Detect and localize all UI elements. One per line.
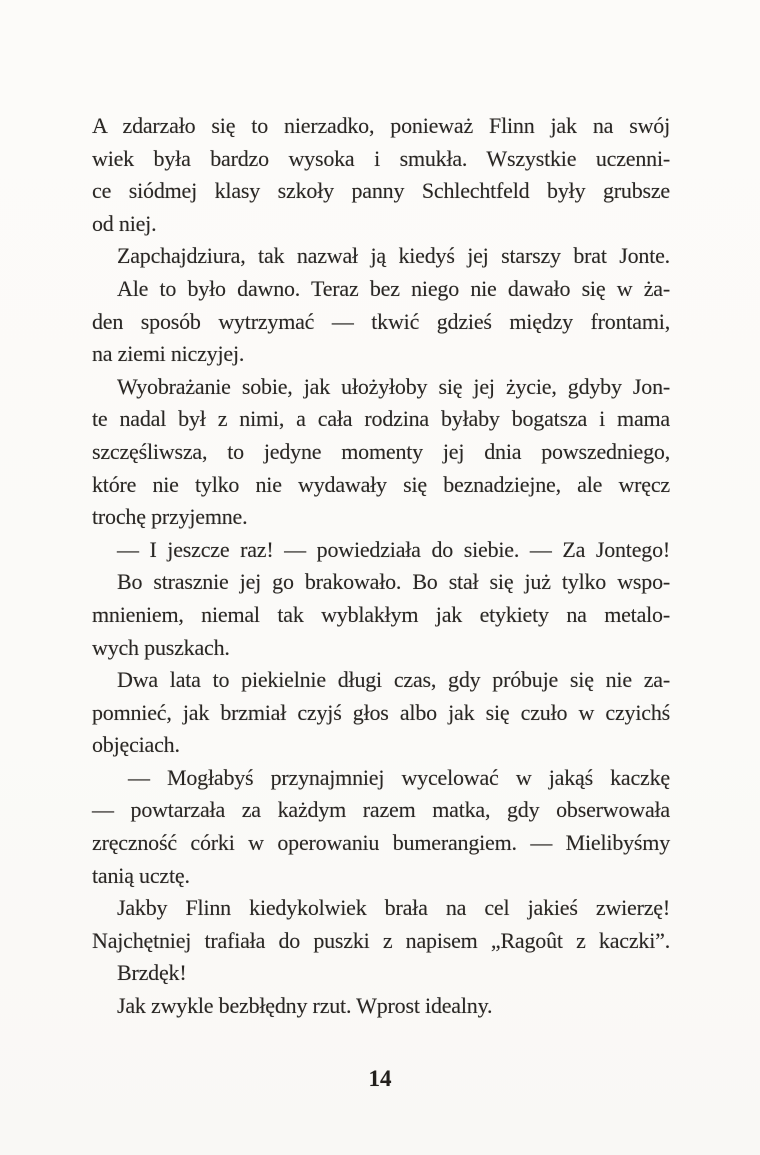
text-line: — powtarzała za każdym razem matka, gdy obserwowała (92, 797, 670, 823)
text-line: zręczność córki w operowaniu bumerangiem. — Mielibyśmy (92, 830, 670, 856)
body-text (92, 110, 670, 1023)
text-line: Dwa lata to piekielnie długi czas, gdy próbuje się nie za- (117, 667, 670, 693)
paragraph (92, 990, 670, 1023)
text-line: A zdarzało się to nierzadko, ponieważ Flinn jak na swój (92, 113, 670, 138)
text-line: Wyobrażanie sobie, jak ułożyłoby się jej życie, gdyby Jon- (117, 373, 670, 399)
text-line: szczęśliwsza, to jedyne momenty jej dnia powszedniego, (92, 438, 670, 464)
text-line: ce siódmej klasy szkoły panny Schlechtfeld były grubsze (92, 178, 670, 204)
text-line: Zapchajdziura, tak nazwał ją kiedyś jej starszy brat Jonte. (117, 243, 670, 269)
text-line: od niej. (92, 210, 157, 236)
text-line: Bo strasznie jej go brakowało. Bo stał się już tylko wspo- (117, 569, 670, 595)
text-line: Brzdęk! (117, 960, 187, 986)
text-line: te nadal był z nimi, a cała rodzina byłaby bogatsza i mama (92, 406, 670, 432)
paragraph (92, 957, 670, 990)
paragraph (92, 534, 670, 567)
paragraph (92, 371, 670, 534)
text-line: — I jeszcze raz! — powiedziała do siebie. — Za Jontego! (117, 536, 670, 562)
text-line: Ale to było dawno. Teraz bez niego nie dawało się w ża- (117, 275, 670, 301)
text-line: wych puszkach. (92, 634, 230, 660)
paragraph (92, 273, 670, 371)
text-line: tanią ucztę. (92, 862, 190, 888)
text-line: objęciach. (92, 732, 180, 758)
text-line: den sposób wytrzymać — tkwić gdzieś między frontami, (92, 308, 670, 334)
text-line: mnieniem, niemal tak wyblakłym jak etykiety na metalo- (92, 601, 670, 627)
text-line: na ziemi niczyjej. (92, 341, 245, 367)
text-line: wiek była bardzo wysoka i smukła. Wszystkie uczenni- (92, 145, 670, 171)
text-line: Jakby Flinn kiedykolwiek brała na cel jakieś zwierzę! (117, 895, 670, 921)
paragraph (92, 110, 670, 240)
text-line: które nie tylko nie wydawały się beznadziejne, ale wręcz (92, 471, 670, 497)
paragraph (92, 566, 670, 664)
text-line: pomnieć, jak brzmiał czyjś głos albo jak się czuło w czyichś (92, 699, 670, 725)
page-number: 14 (368, 1066, 392, 1091)
paragraph (92, 664, 670, 762)
paragraph (92, 762, 670, 892)
text-line: Najchętniej trafiała do puszki z napisem „Ragoût z kaczki”. (92, 927, 670, 953)
text-line: — Mogłabyś przynajmniej wycelować w jakąś kaczkę (128, 764, 670, 790)
text-line: Jak zwykle bezbłędny rzut. Wprost idealny. (117, 993, 493, 1019)
paragraph (92, 892, 670, 957)
paragraph (92, 240, 670, 273)
text-line: trochę przyjemne. (92, 504, 248, 530)
